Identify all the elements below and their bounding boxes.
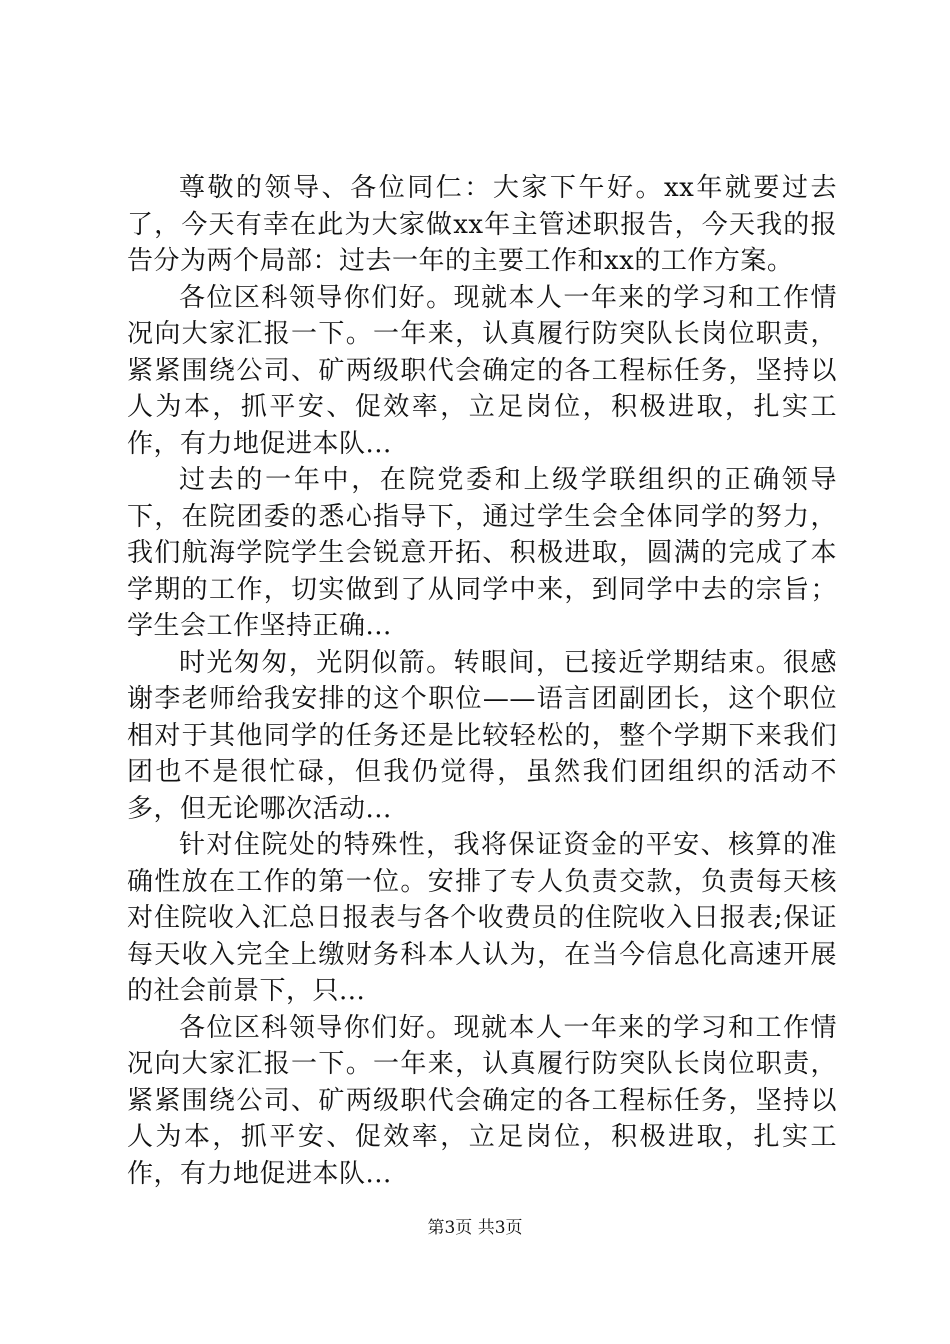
paragraph-hospital-finance: 针对住院处的特殊性，我将保证资金的平安、核算的准确性放在工作的第一位。安排了专人负责交款，负责每天核对住院收入汇总日报表与各个收费员的住院收入日报表;保证每天收入完全上缴财务科本人认为，在当今信息化高速开展的社会前景下，只... xyxy=(127,830,837,1006)
paragraph-report-repeat: 各位区科领导你们好。现就本人一年来的学习和工作情况向大家汇报一下。一年来，认真履行防突队长岗位职责，紧紧围绕公司、矿两级职代会确定的各工程标任务，坚持以人为本，抓平安、促效率，立足岗位，积极进取，扎实工作，有力地促进本队... xyxy=(127,1012,837,1189)
paragraph-report-intro: 各位区科领导你们好。现就本人一年来的学习和工作情况向大家汇报一下。一年来，认真履行防突队长岗位职责，紧紧围绕公司、矿两级职代会确定的各工程标任务，坚持以人为本，抓平安、促效率，立足岗位，积极进取，扎实工作，有力地促进本队... xyxy=(127,282,837,459)
page-number-footer: 第3页 共3页 xyxy=(427,1218,523,1238)
paragraph-greeting: 尊敬的领导、各位同仁：大家下午好。xx年就要过去了，今天有幸在此为大家做xx年主管述职报告，今天我的报告分为两个局部：过去一年的主要工作和xx的工作方案。 xyxy=(127,173,837,276)
document-body xyxy=(127,170,837,1192)
paragraph-student-union: 过去的一年中，在院党委和上级学联组织的正确领导下，在院团委的悉心指导下，通过学生会全体同学的努力，我们航海学院学生会锐意开拓、积极进取，圆满的完成了本学期的工作，切实做到了从同学中来，到同学中去的宗旨；学生会工作坚持正确... xyxy=(127,465,837,641)
paragraph-language-club: 时光匆匆，光阴似箭。转眼间，已接近学期结束。很感谢李老师给我安排的这个职位——语言团副团长，这个职位相对于其他同学的任务还是比较轻松的，整个学期下来我们团也不是很忙碌，但我仍觉得，虽然我们团组织的活动不多，但无论哪次活动... xyxy=(127,647,837,824)
